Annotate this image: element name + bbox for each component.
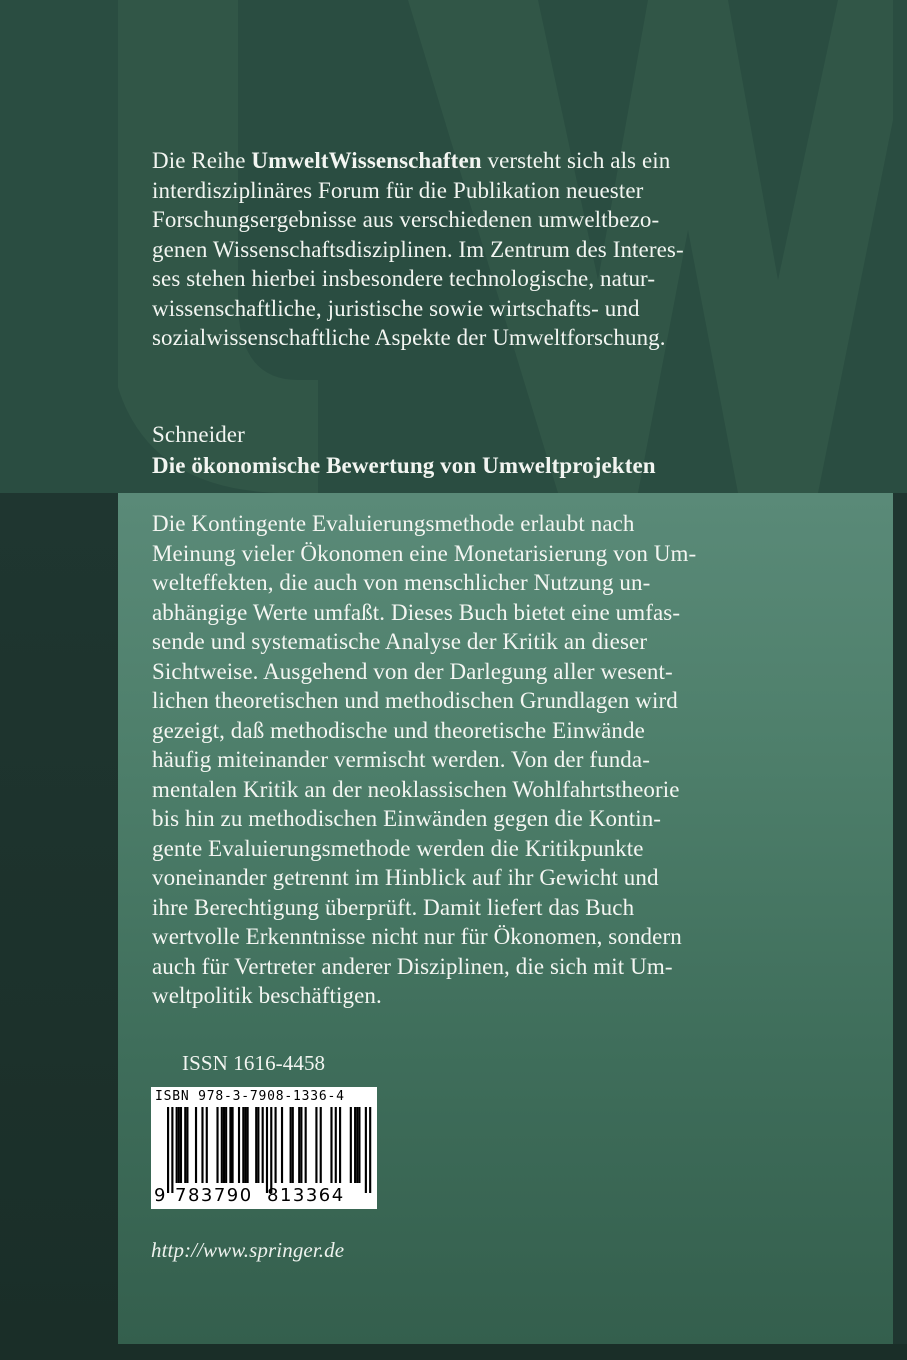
abstract-line: wertvolle Erkenntnisse nicht nur für Ökonomen, sondern (152, 924, 682, 949)
barcode-bar (221, 1107, 223, 1183)
barcode-bar (300, 1107, 302, 1183)
barcode-bar (255, 1107, 257, 1183)
series-line: interdisziplinäres Forum für die Publikation neuester (152, 177, 644, 203)
barcode-bar (180, 1107, 182, 1183)
abstract-line: Die Kontingente Evaluierungsmethode erlaubt nach (152, 511, 635, 536)
barcode-bar (257, 1107, 259, 1183)
barcode-bar (167, 1107, 169, 1193)
barcode-bar (225, 1107, 227, 1183)
book-title: Die ökonomische Bewertung von Umweltprojekten (152, 453, 656, 478)
isbn-label: ISBN 978-3-7908-1336-4 (155, 1089, 345, 1104)
barcode-bar (238, 1107, 240, 1183)
barcode-bar (281, 1107, 283, 1183)
barcode-bar (292, 1107, 294, 1183)
barcode-bar (229, 1107, 231, 1183)
abstract-line: auch für Vertreter anderer Disziplinen, die sich mit Um- (152, 953, 673, 979)
barcode-bar (330, 1107, 332, 1183)
abstract-line: abhängige Werte umfaßt. Dieses Buch bietet eine umfas- (152, 599, 681, 625)
barcode-bar (186, 1107, 188, 1183)
abstract-line: welteffekten, die auch von menschlicher Nutzung un- (152, 570, 651, 595)
barcode-bar (232, 1107, 234, 1183)
barcode-bar (275, 1107, 277, 1183)
barcode-bar (365, 1107, 367, 1193)
barcode-bar (223, 1107, 225, 1183)
barcode-bar (206, 1107, 208, 1183)
abstract-line: bis hin zu methodischen Einwänden gegen die Kontin- (152, 806, 662, 831)
ean-digits-left: 783790 (175, 1185, 253, 1206)
author-name: Schneider (152, 422, 245, 447)
publisher-url[interactable]: http://www.springer.de (151, 1238, 345, 1262)
barcode-bar (242, 1107, 244, 1183)
barcode-bar (339, 1107, 341, 1183)
barcode-bar (356, 1107, 358, 1183)
series-line: genen Wissenschaftsdisziplinen. Im Zentrum des Interes- (152, 236, 684, 262)
barcode-bar (171, 1107, 173, 1193)
abstract-line: mentalen Kritik an der neoklassischen Wohlfahrtstheorie (152, 776, 680, 802)
abstract-line: ihre Berechtigung überprüft. Damit liefert das Buch (152, 894, 635, 920)
barcode-bar (290, 1107, 292, 1183)
right-strip (893, 493, 907, 1360)
barcode-bar (178, 1107, 180, 1183)
abstract-line: Meinung vieler Ökonomen eine Monetarisierung von Um- (152, 540, 697, 566)
series-line: ses stehen hierbei insbesondere technologische, natur- (152, 266, 656, 291)
barcode-bar (184, 1107, 186, 1183)
bottom-strip (0, 1344, 907, 1360)
barcode-bar (369, 1107, 371, 1193)
series-line: Forschungsergebnisse aus verschiedenen umweltbezo- (152, 207, 660, 232)
abstract-line: Sichtweise. Ausgehend von der Darlegung aller wesent- (152, 658, 673, 684)
barcode-bar (270, 1107, 272, 1193)
series-name: UmweltWissenschaften (251, 148, 482, 173)
barcode-bar (266, 1107, 268, 1193)
barcode-bar (354, 1107, 356, 1183)
barcode-bar (305, 1107, 307, 1183)
ean-digit-first: 9 (154, 1185, 166, 1206)
ean-digits-right: 813364 (267, 1185, 345, 1206)
barcode-bar (298, 1107, 300, 1183)
abstract-line: weltpolitik beschäftigen. (152, 983, 382, 1008)
barcode-bar (201, 1107, 203, 1183)
abstract-text (152, 509, 772, 1011)
abstract-line: gente Evaluierungsmethode werden die Kritikpunkte (152, 835, 644, 861)
issn-number: ISSN 1616-4458 (182, 1051, 326, 1075)
abstract-line: sende und systematische Analyse der Kritik an dieser (152, 629, 648, 654)
barcode-bar (335, 1107, 337, 1183)
barcode-bar (195, 1107, 197, 1183)
abstract-line: häufig miteinander vermischt werden. Von der funda- (152, 747, 650, 772)
barcode-bar (358, 1107, 360, 1183)
series-line-1: Die Reihe UmweltWissenschaften versteht sich als ein (152, 148, 671, 173)
barcode-bar (244, 1107, 246, 1183)
series-description (152, 146, 752, 353)
barcode-bar (320, 1107, 322, 1183)
left-strip (0, 0, 118, 1360)
barcode-bar (315, 1107, 317, 1183)
series-line: wissenschaftliche, juristische sowie wirtschafts- und (152, 295, 640, 321)
barcode-bar (247, 1107, 249, 1183)
barcode-bar (176, 1107, 178, 1183)
barcode-bar (216, 1107, 218, 1183)
abstract-line: lichen theoretischen und methodischen Grundlagen wird (152, 688, 678, 713)
barcode-bar (262, 1107, 264, 1183)
barcode-bar (350, 1107, 352, 1183)
isbn-barcode (151, 1087, 377, 1209)
abstract-line: gezeigt, daß methodische und theoretische Einwände (152, 717, 645, 743)
series-line: sozialwissenschaftliche Aspekte der Umweltforschung. (152, 325, 666, 350)
abstract-line: voneinander getrennt im Hinblick auf ihr Gewicht und (152, 865, 659, 890)
